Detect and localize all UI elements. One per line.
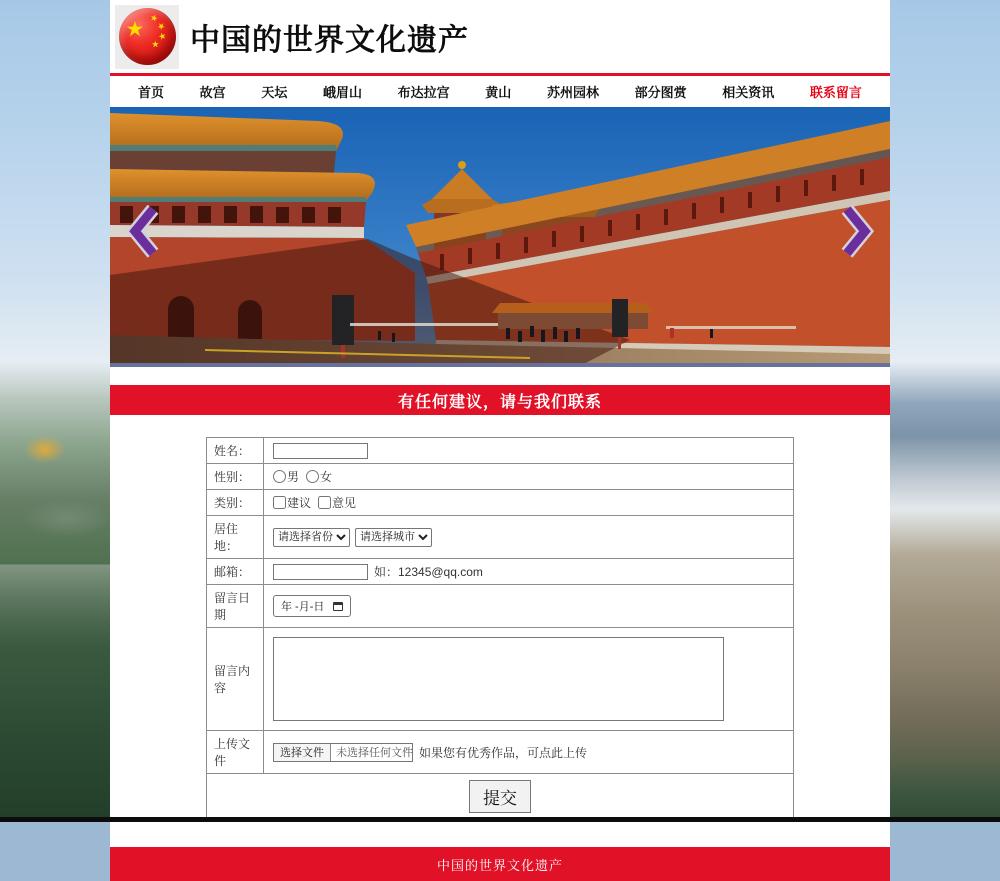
calendar-icon (333, 602, 343, 611)
content-label: 留言内容 (207, 628, 264, 730)
name-row (207, 438, 793, 464)
upload-hint: 如果您有优秀作品，可点此上传 (419, 745, 588, 760)
category-row (207, 490, 793, 516)
city-select[interactable] (355, 528, 432, 547)
date-label: 留言日期 (207, 585, 264, 627)
nav-item-tiantan[interactable]: 天坛 (261, 85, 288, 100)
contact-banner: 有任何建议，请与我们联系 (110, 385, 890, 415)
residence-row (207, 516, 793, 559)
background-great-wall-right (888, 362, 1000, 822)
category-label: 类别： (207, 490, 264, 515)
background-great-wall-left (0, 362, 112, 822)
email-input[interactable] (273, 564, 368, 580)
content-column (110, 0, 890, 881)
contact-form-section (110, 415, 890, 847)
forbidden-city-photo (110, 107, 890, 367)
site-logo (115, 5, 179, 69)
category-suggestion-checkbox[interactable] (273, 496, 286, 509)
spacer (110, 367, 890, 385)
name-label: 姓名： (207, 438, 264, 463)
nav-item-contact[interactable]: 联系留言 (809, 85, 862, 100)
category-opinion-option[interactable]: 意见 (318, 494, 356, 511)
message-textarea[interactable] (273, 637, 724, 721)
chevron-right-icon (838, 202, 874, 260)
page-title: 中国的世界文化遗产 (190, 23, 469, 57)
name-input[interactable] (273, 443, 368, 459)
site-footer: 中国的世界文化遗产 (110, 847, 890, 881)
upload-row (207, 731, 793, 774)
content-row (207, 628, 793, 731)
nav-item-emeishan[interactable]: 峨眉山 (322, 85, 362, 100)
email-hint: 如：12345@qq.com (374, 565, 483, 579)
gender-male-option[interactable]: 男 (273, 468, 299, 485)
nav-item-home[interactable]: 首页 (138, 85, 165, 100)
nav-item-gallery[interactable]: 部分图赏 (634, 85, 687, 100)
gender-label: 性别： (207, 464, 264, 489)
china-flag-icon: ★ ★ ★ ★ ★ (119, 8, 176, 65)
category-opinion-checkbox[interactable] (318, 496, 331, 509)
choose-file-button[interactable]: 选择文件 (274, 744, 331, 761)
gender-male-radio[interactable] (273, 470, 286, 483)
nav-item-gugong[interactable]: 故宫 (199, 85, 226, 100)
residence-label: 居住地： (207, 516, 264, 558)
carousel (110, 107, 890, 367)
date-input[interactable]: 年 -月-日 (273, 595, 351, 617)
email-label: 邮箱： (207, 559, 264, 584)
nav-item-suzhou-gardens[interactable]: 苏州园林 (546, 85, 599, 100)
email-row (207, 559, 793, 585)
upload-label: 上传文件 (207, 731, 264, 773)
nav-item-huangshan[interactable]: 黄山 (485, 85, 512, 100)
file-input[interactable] (273, 743, 413, 762)
submit-row (207, 774, 793, 818)
bottom-black-strip (0, 817, 1000, 822)
province-select[interactable] (273, 528, 350, 547)
carousel-prev-button[interactable] (126, 202, 162, 260)
carousel-next-button[interactable] (838, 202, 874, 260)
gender-female-radio[interactable] (306, 470, 319, 483)
date-row (207, 585, 793, 628)
contact-form (206, 437, 794, 819)
gender-female-option[interactable]: 女 (306, 468, 332, 485)
nav-item-news[interactable]: 相关资讯 (722, 85, 775, 100)
nav-item-budalagong[interactable]: 布达拉宫 (397, 85, 450, 100)
category-suggestion-option[interactable]: 建议 (273, 494, 311, 511)
chevron-left-icon (126, 202, 162, 260)
file-status: 未选择任何文件 (336, 747, 413, 759)
main-nav (110, 76, 890, 107)
site-header (110, 0, 890, 76)
submit-button[interactable]: 提交 (469, 780, 531, 813)
gender-row (207, 464, 793, 490)
